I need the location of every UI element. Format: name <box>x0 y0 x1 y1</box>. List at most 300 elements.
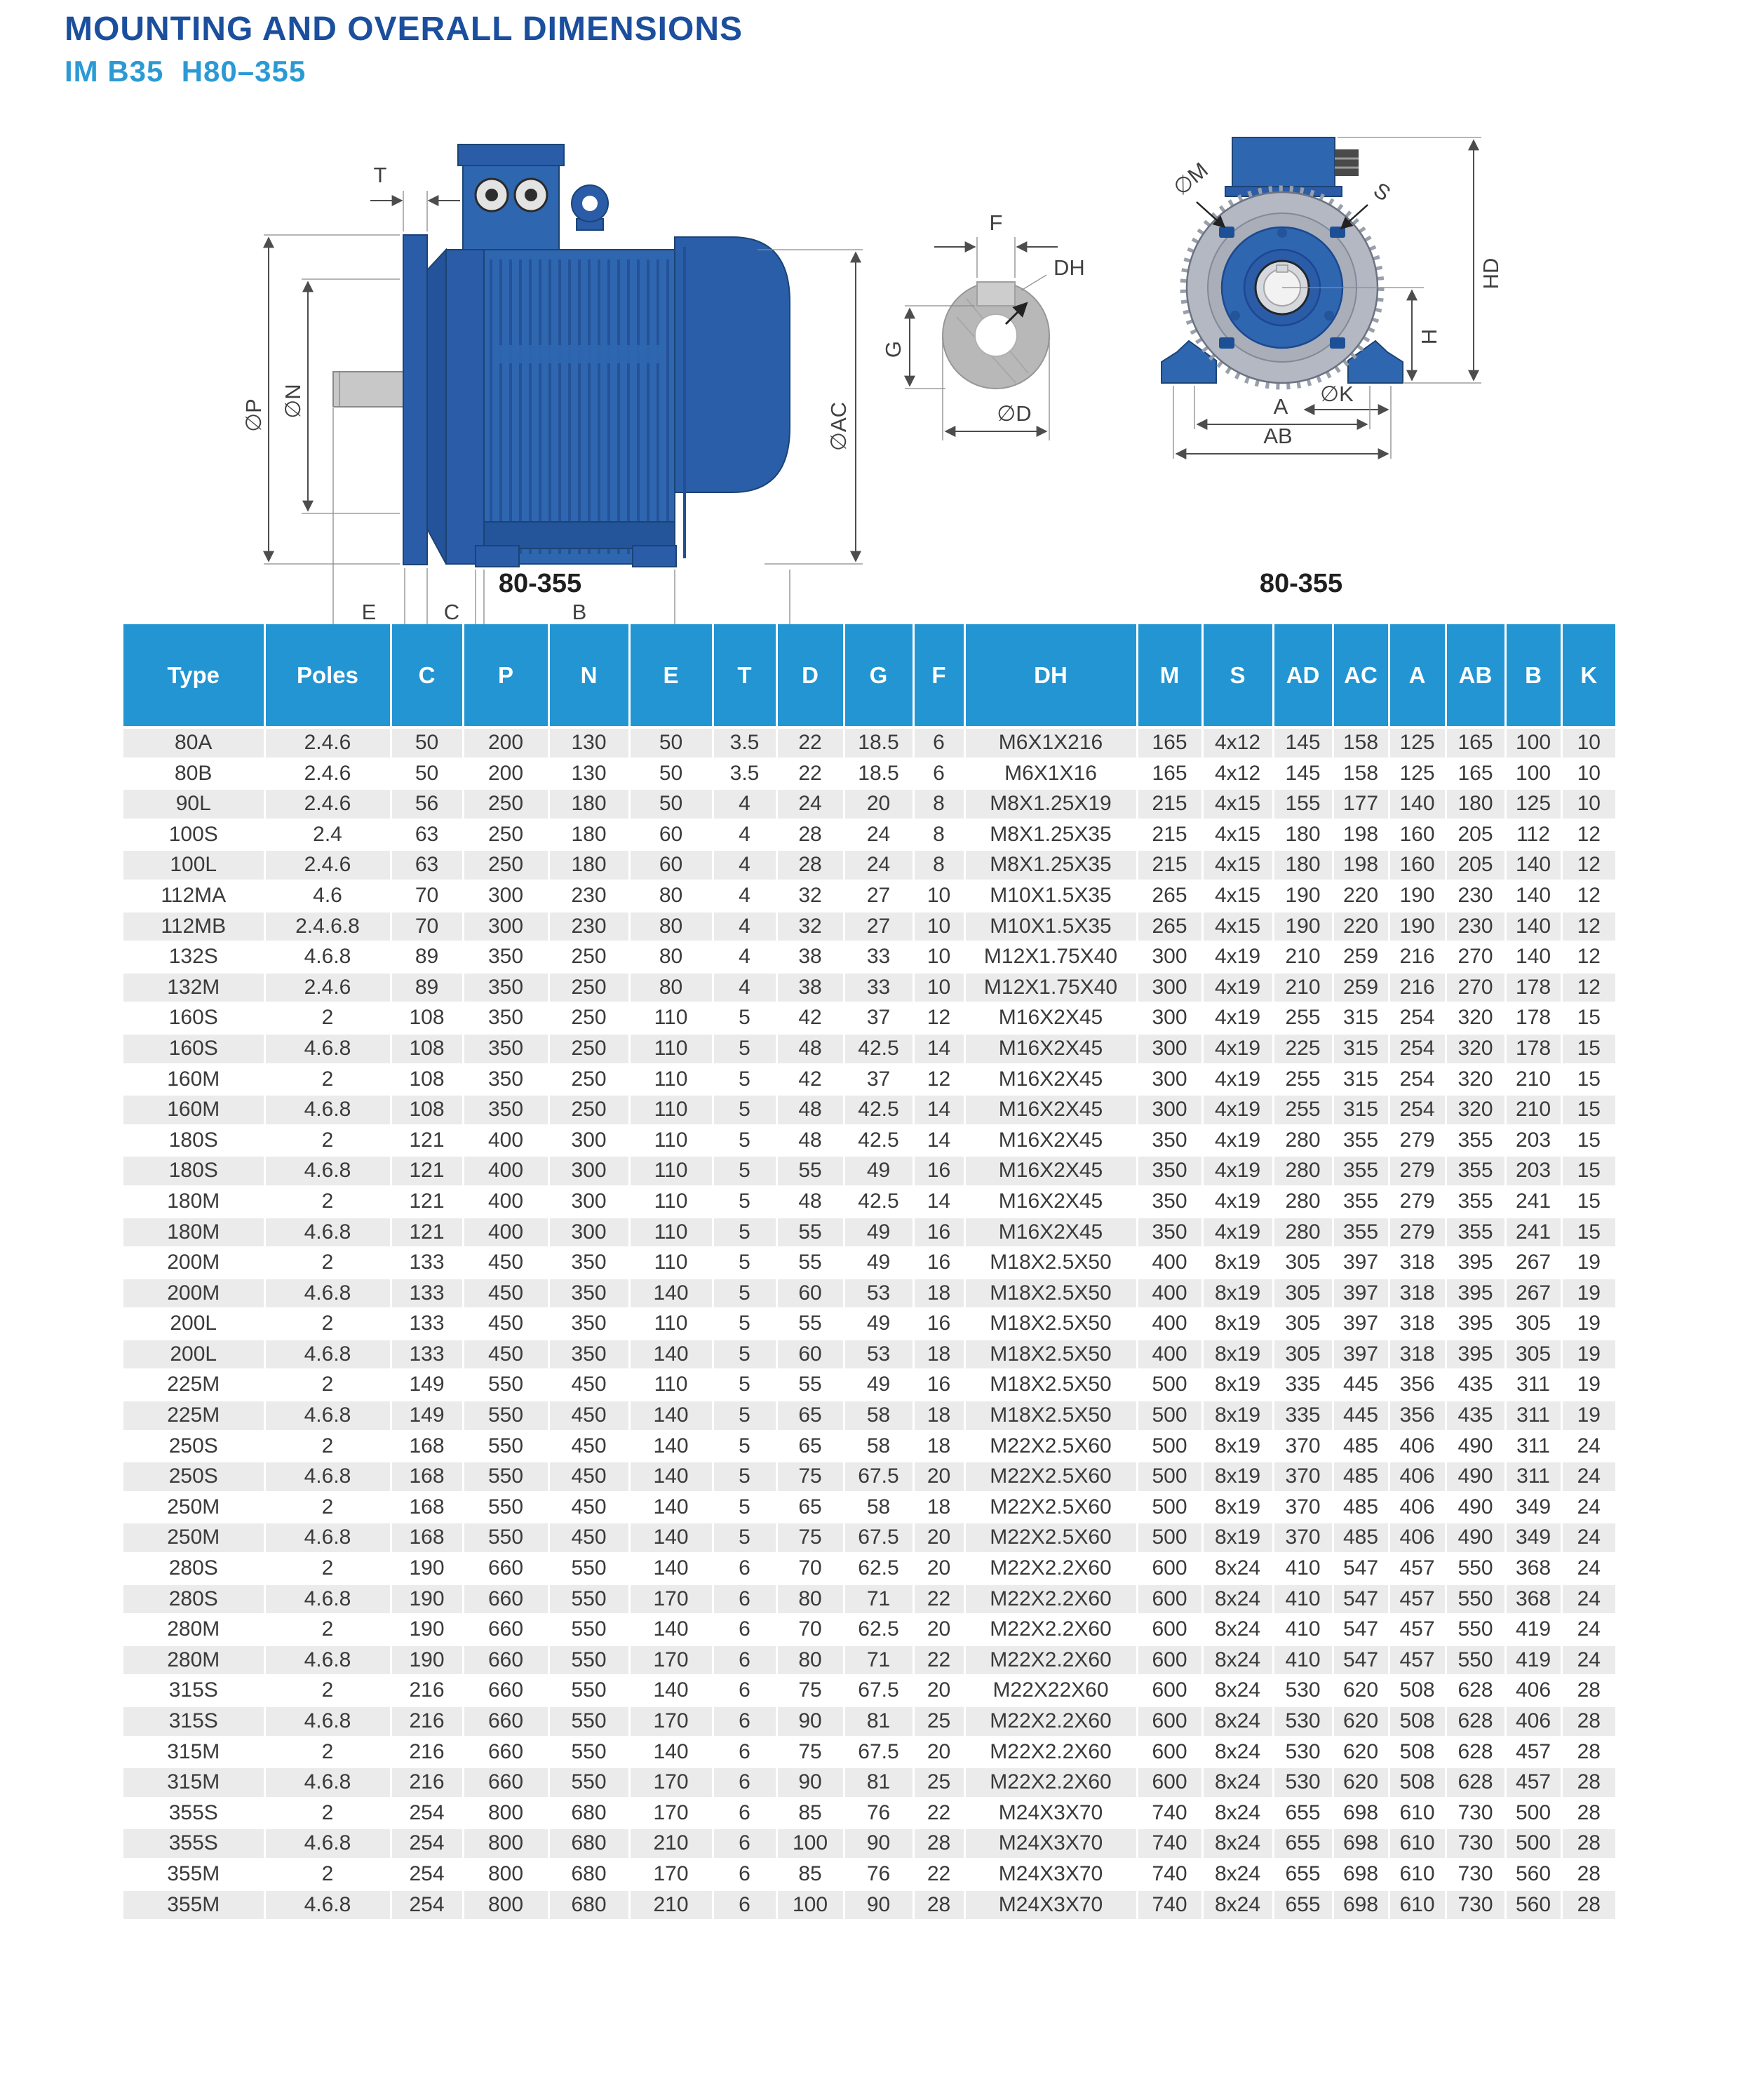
table-cell: 350 <box>1137 1186 1202 1217</box>
table-cell: 100 <box>1505 727 1561 758</box>
table-cell: 210 <box>629 1829 713 1859</box>
table-cell: 350 <box>463 1064 548 1095</box>
table-cell: 22 <box>913 1584 964 1615</box>
dimension-label-k: ∅K <box>1320 382 1354 406</box>
table-cell: 410 <box>1273 1645 1333 1676</box>
table-cell: 24 <box>1561 1584 1615 1615</box>
table-cell: 190 <box>391 1584 463 1615</box>
table-cell: 140 <box>1389 789 1446 820</box>
table-cell: 280 <box>1273 1186 1333 1217</box>
table-cell: 254 <box>1389 1033 1446 1064</box>
table-cell: 190 <box>391 1615 463 1645</box>
table-cell: 180 <box>548 850 629 881</box>
table-cell: 140 <box>629 1462 713 1493</box>
table-cell: 355S <box>123 1829 264 1859</box>
table-cell: 500 <box>1137 1523 1202 1554</box>
table-cell: 70 <box>776 1554 844 1584</box>
table-cell: 318 <box>1389 1278 1446 1309</box>
table-cell: 400 <box>463 1217 548 1248</box>
dimension-label-m: ∅M <box>1169 157 1213 201</box>
table-cell: 550 <box>548 1615 629 1645</box>
keyway-front <box>1277 265 1288 272</box>
table-cell: 5 <box>713 1339 776 1370</box>
dimension-label-f: F <box>989 210 1003 235</box>
table-cell: 133 <box>391 1248 463 1279</box>
shaft <box>333 372 406 407</box>
table-cell: 12 <box>1561 880 1615 911</box>
table-cell: 58 <box>844 1431 913 1462</box>
table-cell: 6 <box>713 1890 776 1920</box>
table-cell: 550 <box>548 1554 629 1584</box>
table-row <box>123 819 1615 850</box>
table-cell: 180 <box>548 789 629 820</box>
table-cell: 12 <box>913 1064 964 1095</box>
table-cell: 410 <box>1273 1584 1333 1615</box>
table-cell: 250S <box>123 1462 264 1493</box>
table-row <box>123 1339 1615 1370</box>
table-cell: 320 <box>1446 1095 1505 1126</box>
table-cell: 4.6.8 <box>264 1584 391 1615</box>
table-cell: 121 <box>391 1217 463 1248</box>
table-cell: 28 <box>913 1829 964 1859</box>
terminal-box-front <box>1232 137 1335 189</box>
table-cell: M16X2X45 <box>964 1186 1137 1217</box>
table-cell: 2 <box>264 1798 391 1829</box>
table-cell: 140 <box>1505 850 1561 881</box>
table-cell: 15 <box>1561 1156 1615 1187</box>
table-cell: 2 <box>264 1859 391 1890</box>
table-cell: 110 <box>629 1033 713 1064</box>
table-cell: 6 <box>913 727 964 758</box>
table-cell: 6 <box>713 1737 776 1767</box>
table-cell: 75 <box>776 1523 844 1554</box>
table-cell: 55 <box>776 1370 844 1401</box>
table-cell: 457 <box>1389 1645 1446 1676</box>
table-cell: 33 <box>844 972 913 1003</box>
table-cell: 4 <box>713 911 776 942</box>
table-cell: 190 <box>1273 911 1333 942</box>
table-cell: 215 <box>1137 850 1202 881</box>
table-cell: 28 <box>776 850 844 881</box>
table-cell: M12X1.75X40 <box>964 942 1137 973</box>
table-cell: M18X2.5X50 <box>964 1248 1137 1279</box>
table-cell: 53 <box>844 1278 913 1309</box>
table-cell: 24 <box>1561 1645 1615 1676</box>
table-cell: 800 <box>463 1890 548 1920</box>
table-cell: 55 <box>776 1309 844 1340</box>
table-cell: 610 <box>1389 1859 1446 1890</box>
table-cell: 500 <box>1505 1829 1561 1859</box>
table-cell: 130 <box>548 758 629 789</box>
table-cell: 250S <box>123 1431 264 1462</box>
table-cell: 19 <box>1561 1339 1615 1370</box>
table-cell: 610 <box>1389 1798 1446 1829</box>
table-cell: 550 <box>548 1706 629 1737</box>
table-cell: 550 <box>463 1462 548 1493</box>
table-row <box>123 1217 1615 1248</box>
table-cell: 508 <box>1389 1737 1446 1767</box>
table-cell: 2 <box>264 1125 391 1156</box>
table-cell: 168 <box>391 1431 463 1462</box>
table-cell: 5 <box>713 1125 776 1156</box>
connector <box>1335 149 1359 176</box>
table-cell: 4.6.8 <box>264 1829 391 1859</box>
table-cell: 8x24 <box>1202 1706 1273 1737</box>
table-cell: 100L <box>123 850 264 881</box>
table-cell: 37 <box>844 1003 913 1034</box>
table-cell: 12 <box>1561 850 1615 881</box>
table-cell: 200L <box>123 1339 264 1370</box>
table-cell: 145 <box>1273 758 1333 789</box>
table-cell: 4x19 <box>1202 942 1273 973</box>
table-cell: 490 <box>1446 1462 1505 1493</box>
table-cell: 485 <box>1333 1523 1389 1554</box>
table-cell: 800 <box>463 1798 548 1829</box>
table-cell: 280 <box>1273 1217 1333 1248</box>
table-cell: 200M <box>123 1278 264 1309</box>
table-cell: 112MA <box>123 880 264 911</box>
table-cell: 27 <box>844 880 913 911</box>
table-cell: 62.5 <box>844 1554 913 1584</box>
table-cell: 6 <box>913 758 964 789</box>
table-cell: M16X2X45 <box>964 1125 1137 1156</box>
table-cell: 450 <box>463 1339 548 1370</box>
table-cell: 20 <box>913 1737 964 1767</box>
table-cell: 730 <box>1446 1829 1505 1859</box>
table-cell: 16 <box>913 1156 964 1187</box>
table-cell: 485 <box>1333 1431 1389 1462</box>
table-cell: 300 <box>548 1186 629 1217</box>
table-cell: 740 <box>1137 1798 1202 1829</box>
table-cell: 530 <box>1273 1767 1333 1798</box>
table-cell: 280 <box>1273 1125 1333 1156</box>
table-cell: 550 <box>548 1584 629 1615</box>
table-cell: 547 <box>1333 1554 1389 1584</box>
table-row <box>123 1003 1615 1034</box>
table-cell: 355 <box>1333 1186 1389 1217</box>
table-cell: 18.5 <box>844 758 913 789</box>
column-header-m: M <box>1137 624 1202 727</box>
table-cell: 400 <box>1137 1339 1202 1370</box>
table-cell: 58 <box>844 1492 913 1523</box>
table-cell: 110 <box>629 1003 713 1034</box>
table-cell: 8 <box>913 789 964 820</box>
table-cell: 5 <box>713 1003 776 1034</box>
terminal-box <box>463 166 559 250</box>
table-cell: 170 <box>629 1767 713 1798</box>
table-cell: 450 <box>548 1401 629 1432</box>
table-cell: 4x19 <box>1202 1003 1273 1034</box>
table-cell: 15 <box>1561 1217 1615 1248</box>
column-header-b: B <box>1505 624 1561 727</box>
table-cell: 406 <box>1389 1431 1446 1462</box>
table-cell: 250 <box>463 850 548 881</box>
table-cell: 265 <box>1137 911 1202 942</box>
table-cell: 406 <box>1505 1706 1561 1737</box>
table-cell: 190 <box>1389 911 1446 942</box>
table-cell: 620 <box>1333 1676 1389 1706</box>
table-cell: M10X1.5X35 <box>964 911 1137 942</box>
table-cell: 270 <box>1446 972 1505 1003</box>
table-cell: 6 <box>713 1706 776 1737</box>
table-row <box>123 1186 1615 1217</box>
table-row <box>123 1431 1615 1462</box>
table-cell: 42.5 <box>844 1033 913 1064</box>
table-cell: 550 <box>463 1401 548 1432</box>
table-cell: 60 <box>776 1339 844 1370</box>
table-cell: 24 <box>844 819 913 850</box>
table-cell: 4.6.8 <box>264 1645 391 1676</box>
table-cell: 620 <box>1333 1706 1389 1737</box>
dimension-label-b: B <box>572 600 587 624</box>
table-cell: 220 <box>1333 880 1389 911</box>
table-cell: 628 <box>1446 1737 1505 1767</box>
table-cell: 698 <box>1333 1859 1389 1890</box>
table-cell: 225M <box>123 1370 264 1401</box>
table-cell: 158 <box>1333 758 1389 789</box>
table-row <box>123 1064 1615 1095</box>
table-cell: 210 <box>629 1890 713 1920</box>
table-cell: 547 <box>1333 1615 1389 1645</box>
table-cell: 355 <box>1446 1217 1505 1248</box>
table-cell: 550 <box>548 1676 629 1706</box>
table-cell: 355S <box>123 1798 264 1829</box>
table-cell: 121 <box>391 1186 463 1217</box>
table-cell: 490 <box>1446 1523 1505 1554</box>
table-cell: 28 <box>1561 1829 1615 1859</box>
table-cell: 80 <box>776 1645 844 1676</box>
table-cell: 550 <box>463 1523 548 1554</box>
table-cell: 16 <box>913 1370 964 1401</box>
table-cell: 610 <box>1389 1890 1446 1920</box>
table-cell: 216 <box>391 1767 463 1798</box>
right-figure-caption: 80-355 <box>1259 569 1343 598</box>
table-cell: 550 <box>1446 1584 1505 1615</box>
table-cell: 15 <box>1561 1033 1615 1064</box>
table-cell: 550 <box>463 1431 548 1462</box>
table-cell: 280S <box>123 1554 264 1584</box>
table-cell: 37 <box>844 1064 913 1095</box>
table-cell: 5 <box>713 1156 776 1187</box>
table-cell: M22X2.2X60 <box>964 1706 1137 1737</box>
table-cell: M24X3X70 <box>964 1859 1137 1890</box>
keyway <box>977 282 1015 306</box>
table-cell: 410 <box>1273 1615 1333 1645</box>
table-cell: 4 <box>713 819 776 850</box>
table-cell: 160S <box>123 1033 264 1064</box>
table-cell: 49 <box>844 1156 913 1187</box>
table-cell: 19 <box>1561 1401 1615 1432</box>
table-cell: 355 <box>1333 1217 1389 1248</box>
table-cell: 4x19 <box>1202 1186 1273 1217</box>
dimension-label-s: S <box>1368 177 1396 206</box>
table-cell: M22X2.2X60 <box>964 1554 1137 1584</box>
table-cell: 508 <box>1389 1676 1446 1706</box>
table-cell: 300 <box>548 1125 629 1156</box>
table-cell: 125 <box>1389 758 1446 789</box>
table-cell: 4.6.8 <box>264 1156 391 1187</box>
table-cell: 38 <box>776 972 844 1003</box>
table-cell: 550 <box>548 1767 629 1798</box>
table-cell: 110 <box>629 1095 713 1126</box>
table-cell: 75 <box>776 1676 844 1706</box>
table-cell: 300 <box>1137 942 1202 973</box>
table-cell: 49 <box>844 1217 913 1248</box>
table-cell: 315 <box>1333 1095 1389 1126</box>
table-cell: 4x12 <box>1202 758 1273 789</box>
table-cell: M22X2.5X60 <box>964 1462 1137 1493</box>
column-header-poles: Poles <box>264 624 391 727</box>
table-cell: 355 <box>1446 1125 1505 1156</box>
table-cell: 660 <box>463 1706 548 1737</box>
table-cell: 660 <box>463 1584 548 1615</box>
table-cell: 170 <box>629 1645 713 1676</box>
flange-lug <box>1330 337 1345 349</box>
table-cell: 8x19 <box>1202 1462 1273 1493</box>
dimension-label-t: T <box>373 163 387 187</box>
table-cell: 55 <box>776 1156 844 1187</box>
page-title: MOUNTING AND OVERALL DIMENSIONS <box>65 11 743 48</box>
table-cell: 170 <box>629 1706 713 1737</box>
table-cell: 22 <box>913 1645 964 1676</box>
table-cell: 24 <box>1561 1431 1615 1462</box>
table-cell: 356 <box>1389 1401 1446 1432</box>
table-cell: 2 <box>264 1003 391 1034</box>
table-cell: 8x24 <box>1202 1737 1273 1767</box>
table-cell: 450 <box>548 1523 629 1554</box>
table-cell: 660 <box>463 1676 548 1706</box>
table-cell: 180S <box>123 1156 264 1187</box>
table-cell: 2 <box>264 1676 391 1706</box>
table-cell: 320 <box>1446 1064 1505 1095</box>
table-cell: 63 <box>391 819 463 850</box>
table-cell: M18X2.5X50 <box>964 1339 1137 1370</box>
table-cell: 730 <box>1446 1798 1505 1829</box>
column-header-t: T <box>713 624 776 727</box>
table-cell: 205 <box>1446 819 1505 850</box>
table-cell: 10 <box>913 880 964 911</box>
table-cell: 67.5 <box>844 1523 913 1554</box>
table-cell: 177 <box>1333 789 1389 820</box>
table-cell: 15 <box>1561 1003 1615 1034</box>
table-cell: 2.4.6 <box>264 850 391 881</box>
table-cell: 216 <box>391 1676 463 1706</box>
table-cell: 4x19 <box>1202 1095 1273 1126</box>
table-cell: 267 <box>1505 1278 1561 1309</box>
table-cell: 254 <box>1389 1095 1446 1126</box>
table-cell: 254 <box>1389 1003 1446 1034</box>
table-cell: 311 <box>1505 1431 1561 1462</box>
dimension-label-e: E <box>361 600 377 624</box>
table-cell: 350 <box>463 1003 548 1034</box>
table-cell: 198 <box>1333 850 1389 881</box>
table-cell: 20 <box>913 1676 964 1706</box>
table-cell: 4.6.8 <box>264 1767 391 1798</box>
table-cell: 65 <box>776 1492 844 1523</box>
table-cell: 350 <box>1137 1125 1202 1156</box>
table-cell: 500 <box>1137 1431 1202 1462</box>
table-cell: 15 <box>1561 1125 1615 1156</box>
table-cell: 3.5 <box>713 758 776 789</box>
table-cell: 2 <box>264 1248 391 1279</box>
table-cell: 215 <box>1137 819 1202 850</box>
table-cell: 63 <box>391 850 463 881</box>
flange <box>403 235 427 565</box>
table-cell: 5 <box>713 1217 776 1248</box>
table-cell: 490 <box>1446 1431 1505 1462</box>
table-cell: 4 <box>713 880 776 911</box>
table-cell: 50 <box>629 789 713 820</box>
table-cell: 600 <box>1137 1615 1202 1645</box>
dimension-label-hd: HD <box>1479 257 1503 290</box>
table-cell: 170 <box>629 1584 713 1615</box>
table-cell: 8x19 <box>1202 1401 1273 1432</box>
table-cell: 4x15 <box>1202 789 1273 820</box>
table-cell: 50 <box>391 727 463 758</box>
table-cell: M16X2X45 <box>964 1003 1137 1034</box>
table-cell: 24 <box>1561 1462 1615 1493</box>
table-cell: 655 <box>1273 1890 1333 1920</box>
table-cell: 241 <box>1505 1186 1561 1217</box>
table-cell: 42.5 <box>844 1095 913 1126</box>
table-cell: 165 <box>1137 727 1202 758</box>
table-cell: 140 <box>1505 880 1561 911</box>
table-cell: 8x19 <box>1202 1492 1273 1523</box>
table-row <box>123 880 1615 911</box>
table-cell: 300 <box>463 880 548 911</box>
table-cell: 280M <box>123 1645 264 1676</box>
table-cell: 48 <box>776 1095 844 1126</box>
table-cell: 4.6.8 <box>264 1462 391 1493</box>
table-cell: 22 <box>776 727 844 758</box>
table-cell: 160S <box>123 1003 264 1034</box>
table-cell: 530 <box>1273 1706 1333 1737</box>
table-cell: 140 <box>629 1492 713 1523</box>
table-cell: 60 <box>776 1278 844 1309</box>
table-cell: 250 <box>463 819 548 850</box>
table-cell: 140 <box>629 1431 713 1462</box>
table-cell: 110 <box>629 1248 713 1279</box>
table-cell: 410 <box>1273 1554 1333 1584</box>
table-cell: 5 <box>713 1278 776 1309</box>
table-cell: 24 <box>776 789 844 820</box>
table-row <box>123 1645 1615 1676</box>
table-cell: 8x19 <box>1202 1370 1273 1401</box>
table-cell: 15 <box>1561 1095 1615 1126</box>
table-cell: 435 <box>1446 1401 1505 1432</box>
table-cell: M22X2.5X60 <box>964 1492 1137 1523</box>
table-cell: 620 <box>1333 1737 1389 1767</box>
table-cell: 655 <box>1273 1859 1333 1890</box>
table-cell: 180 <box>548 819 629 850</box>
table-cell: 259 <box>1333 972 1389 1003</box>
table-cell: 90 <box>776 1706 844 1737</box>
table-cell: 270 <box>1446 942 1505 973</box>
table-cell: 698 <box>1333 1890 1389 1920</box>
table-cell: 42 <box>776 1064 844 1095</box>
table-cell: 4 <box>713 789 776 820</box>
table-cell: 300 <box>548 1156 629 1187</box>
table-cell: 200L <box>123 1309 264 1340</box>
table-cell: 655 <box>1273 1798 1333 1829</box>
table-cell: 450 <box>463 1309 548 1340</box>
table-cell: 210 <box>1273 942 1333 973</box>
table-cell: 254 <box>391 1798 463 1829</box>
table-cell: 500 <box>1137 1401 1202 1432</box>
table-cell: 28 <box>1561 1737 1615 1767</box>
table-cell: 457 <box>1389 1615 1446 1645</box>
table-cell: 56 <box>391 789 463 820</box>
